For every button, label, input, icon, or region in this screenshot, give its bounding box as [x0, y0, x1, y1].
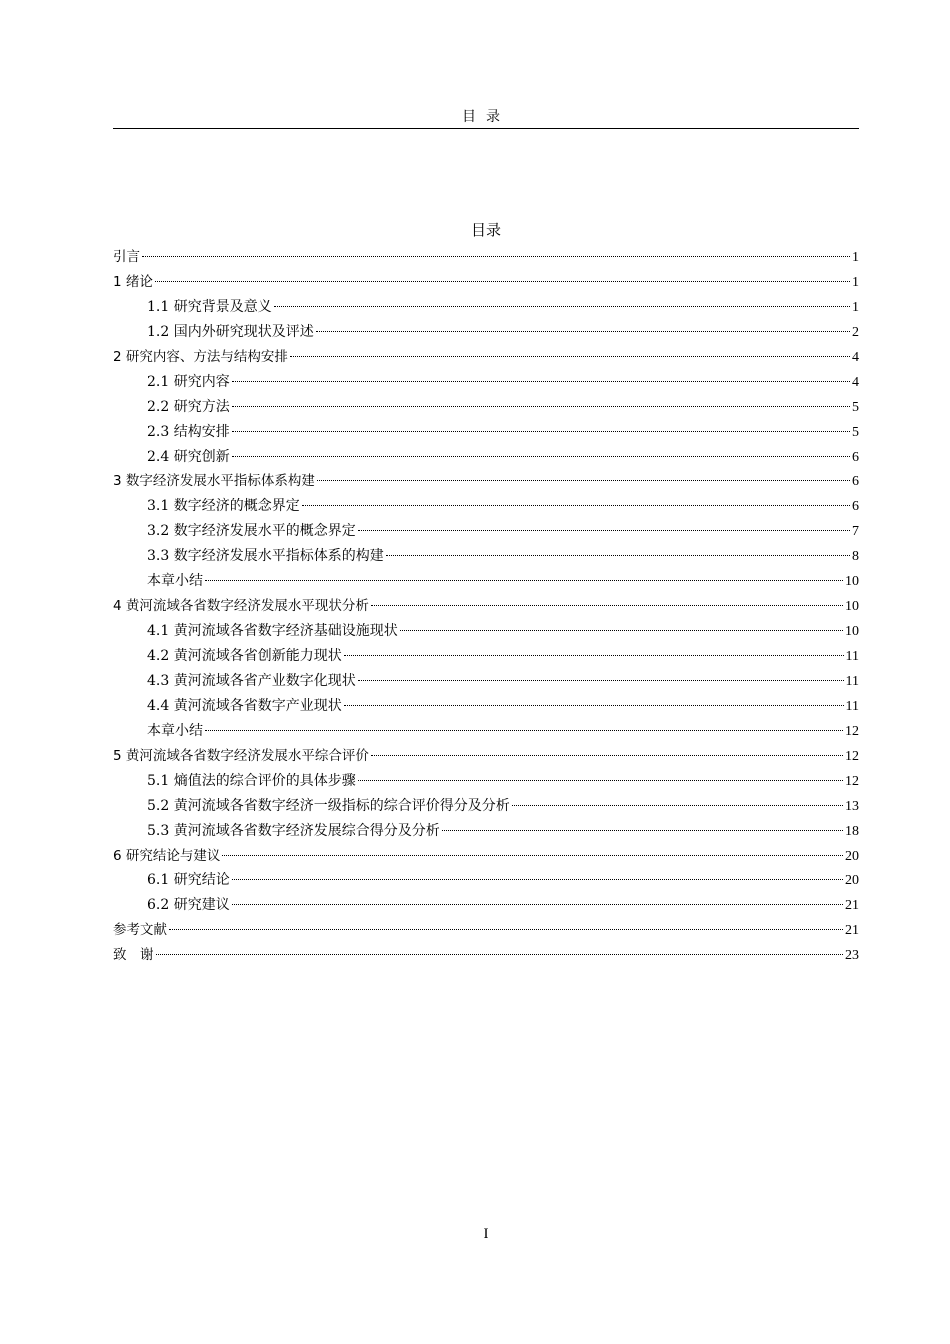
toc-entry[interactable]	[113, 844, 859, 869]
toc-entry-page: 10	[845, 599, 859, 615]
toc-entry[interactable]	[113, 819, 859, 844]
toc-entry-label: 1.1 研究背景及意义	[147, 298, 272, 315]
toc-entry-page: 6	[852, 449, 859, 465]
toc-entry-page: 13	[845, 798, 859, 814]
toc-entry[interactable]	[113, 569, 859, 594]
toc-entry-page: 21	[845, 898, 859, 914]
toc-entry-page: 12	[845, 748, 859, 764]
toc-entry-page: 23	[845, 948, 859, 964]
toc-entry-label: 3.2 数字经济发展水平的概念界定	[147, 523, 356, 540]
toc-leader-dots	[371, 755, 843, 756]
toc-entry-page: 10	[845, 574, 859, 590]
toc-entry-label: 2.3 结构安排	[147, 423, 230, 440]
toc-leader-dots	[386, 555, 850, 556]
toc-leader-dots	[142, 256, 850, 257]
toc-leader-dots	[232, 431, 850, 432]
page-header: 目录	[462, 109, 510, 125]
toc-entry-label: 1.2 国内外研究现状及评述	[147, 323, 314, 340]
toc-entry-label: 2.1 研究内容	[147, 373, 230, 390]
toc-entry-page: 6	[852, 474, 859, 490]
toc-entry-page: 12	[845, 723, 859, 739]
toc-entry-page: 1	[852, 250, 859, 265]
page-number: I	[483, 1226, 489, 1242]
toc-leader-dots	[358, 530, 850, 531]
toc-entry-page: 12	[845, 773, 859, 789]
toc-entry-page: 7	[852, 524, 859, 540]
toc-leader-dots	[232, 904, 843, 905]
toc-entry[interactable]	[113, 395, 859, 420]
toc-entry-label: 致 谢	[113, 947, 154, 964]
toc-entry[interactable]	[113, 794, 859, 819]
toc-leader-dots	[302, 505, 850, 506]
toc-entry-label: 5.3 黄河流域各省数字经济发展综合得分及分析	[147, 822, 440, 839]
toc-entry-label: 6 研究结论与建议	[113, 847, 221, 864]
toc-entry[interactable]	[113, 893, 859, 918]
toc-entry[interactable]	[113, 345, 859, 370]
toc-entry[interactable]	[113, 445, 859, 470]
toc-leader-dots	[232, 456, 850, 457]
toc-entry[interactable]	[113, 669, 859, 694]
toc-entry[interactable]	[113, 769, 859, 794]
toc-leader-dots	[344, 705, 844, 706]
toc-leader-dots	[274, 306, 850, 307]
toc-entry-page: 6	[852, 499, 859, 515]
toc-entry[interactable]	[113, 370, 859, 395]
toc-entry-page: 4	[852, 374, 859, 390]
toc-leader-dots	[222, 855, 843, 856]
toc-list	[113, 245, 859, 968]
toc-entry-page: 11	[845, 698, 859, 714]
toc-entry[interactable]	[113, 270, 859, 295]
toc-leader-dots	[155, 281, 850, 282]
toc-entry[interactable]	[113, 245, 859, 270]
toc-entry-page: 11	[845, 649, 859, 664]
toc-entry[interactable]	[113, 694, 859, 719]
toc-leader-dots	[232, 381, 850, 382]
toc-entry[interactable]	[113, 494, 859, 519]
toc-entry[interactable]	[113, 420, 859, 445]
toc-entry-page: 21	[845, 923, 859, 939]
toc-entry[interactable]	[113, 619, 859, 644]
toc-leader-dots	[232, 879, 843, 880]
toc-entry-label: 4 黄河流域各省数字经济发展水平现状分析	[113, 598, 369, 615]
toc-entry-label: 4.1 黄河流域各省数字经济基础设施现状	[147, 623, 398, 640]
toc-leader-dots	[156, 954, 844, 955]
toc-entry-label: 4.3 黄河流域各省产业数字化现状	[147, 672, 356, 689]
toc-entry[interactable]	[113, 320, 859, 345]
toc-entry-label: 2.2 研究方法	[147, 398, 230, 415]
toc-entry-label: 4.4 黄河流域各省数字产业现状	[147, 697, 342, 714]
toc-entry[interactable]	[113, 868, 859, 893]
toc-leader-dots	[316, 331, 850, 332]
toc-leader-dots	[290, 356, 850, 357]
toc-entry-label: 4.2 黄河流域各省创新能力现状	[147, 648, 342, 664]
toc-entry-page: 4	[852, 349, 859, 365]
toc-entry[interactable]	[113, 519, 859, 544]
toc-entry-label: 5.1 熵值法的综合评价的具体步骤	[147, 772, 356, 789]
toc-entry-label: 参考文献	[113, 922, 167, 939]
toc-entry-label: 本章小结	[147, 573, 203, 590]
toc-entry-page: 11	[845, 673, 859, 689]
toc-title: 目录	[470, 221, 501, 239]
toc-leader-dots	[512, 805, 843, 806]
toc-leader-dots	[371, 605, 843, 606]
toc-leader-dots	[344, 655, 844, 656]
toc-entry-page: 8	[852, 549, 859, 565]
toc-entry-label: 5 黄河流域各省数字经济发展水平综合评价	[113, 747, 369, 764]
toc-leader-dots	[400, 630, 843, 631]
toc-entry[interactable]	[113, 544, 859, 569]
toc-entry-label: 2 研究内容、方法与结构安排	[113, 348, 288, 365]
toc-entry-page: 20	[845, 848, 859, 864]
toc-entry-label: 1 绪论	[113, 273, 153, 290]
toc-entry-page: 10	[845, 624, 859, 640]
header-rule	[113, 128, 859, 129]
toc-entry-page: 1	[852, 299, 859, 315]
toc-leader-dots	[442, 830, 843, 831]
toc-entry-label: 本章小结	[147, 722, 203, 739]
toc-entry-page: 5	[852, 399, 859, 415]
toc-entry[interactable]	[113, 744, 859, 769]
toc-entry-label: 3.3 数字经济发展水平指标体系的构建	[147, 548, 384, 565]
toc-entry[interactable]	[113, 295, 859, 320]
toc-entry-label: 5.2 黄河流域各省数字经济一级指标的综合评价得分及分析	[147, 797, 510, 814]
toc-entry[interactable]	[113, 644, 859, 669]
toc-leader-dots	[358, 680, 844, 681]
toc-entry-page: 2	[852, 324, 859, 340]
toc-leader-dots	[169, 929, 843, 930]
toc-entry-label: 引言	[113, 249, 140, 265]
toc-entry[interactable]	[113, 943, 859, 968]
toc-leader-dots	[358, 780, 843, 781]
toc-entry-label: 2.4 研究创新	[147, 448, 230, 465]
toc-entry[interactable]	[113, 918, 859, 943]
toc-entry-page: 1	[852, 274, 859, 290]
toc-entry[interactable]	[113, 469, 859, 494]
toc-leader-dots	[205, 580, 843, 581]
toc-entry-page: 20	[845, 873, 859, 889]
toc-leader-dots	[232, 406, 850, 407]
toc-entry[interactable]	[113, 719, 859, 744]
toc-leader-dots	[317, 480, 850, 481]
toc-entry-label: 6.2 研究建议	[147, 897, 230, 914]
toc-entry-page: 5	[852, 424, 859, 440]
toc-leader-dots	[205, 730, 843, 731]
toc-entry-label: 3 数字经济发展水平指标体系构建	[113, 473, 315, 490]
toc-entry-label: 6.1 研究结论	[147, 872, 230, 889]
toc-entry-page: 18	[845, 823, 859, 839]
toc-entry-label: 3.1 数字经济的概念界定	[147, 498, 300, 515]
toc-entry[interactable]	[113, 594, 859, 619]
